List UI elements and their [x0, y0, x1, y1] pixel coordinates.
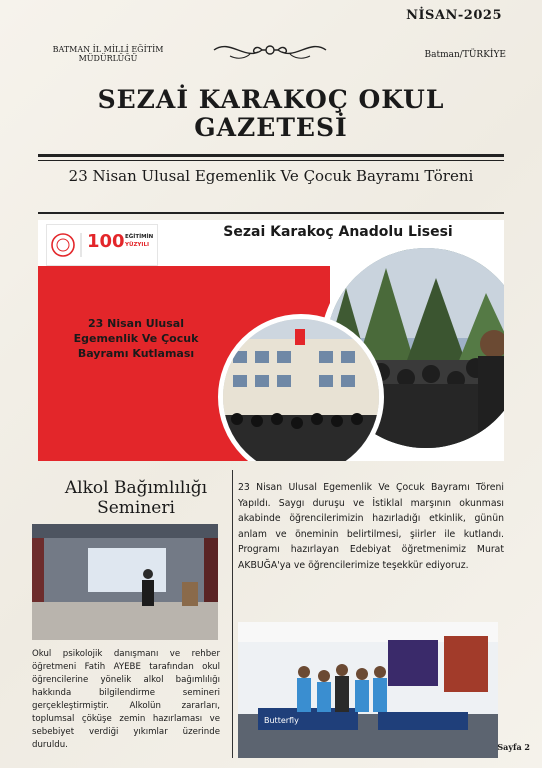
- ministry-logo: [46, 224, 158, 266]
- headline-rule: [38, 212, 504, 214]
- headline: 23 Nisan Ulusal Egemenlik Ve Çocuk Bayramı Töreni: [68, 167, 474, 185]
- logo-text-top: EĞİTİMİN: [125, 234, 154, 240]
- event-banner: [38, 220, 504, 461]
- table-tennis-photo: [238, 622, 498, 758]
- seminar-photo: [32, 524, 218, 640]
- page-number: Sayfa 2: [497, 742, 530, 752]
- top-rule: [38, 154, 504, 157]
- masthead-title: [40, 86, 502, 142]
- directorate-name: BATMAN İL MİLLİ EĞİTİM MÜDÜRLÜĞÜ: [52, 45, 164, 63]
- banner-school-name: Sezai Karakoç Anadolu Lisesi: [223, 224, 453, 240]
- logo-number: 100: [87, 231, 125, 252]
- location: Batman/TÜRKİYE: [424, 50, 506, 60]
- ornament-icon: [210, 38, 330, 62]
- logo-text: [125, 233, 153, 249]
- masthead-title-line1: SEZAİ KARAKOÇ OKUL: [97, 85, 445, 114]
- ceremony-body: 23 Nisan Ulusal Egemenlik Ve Çocuk Bayramı Töreni Yapıldı. Saygı duruşu ve İstiklal marşının okunması akabinde öğrencilerimizin hazırladığı etkinlik, günün anlam ve öneminin belirtilmesi, şiirler ile kutlandı. Programı hazırlayan Edebiyat öğretmenimiz Murat AKBUĞA'ya ve öğrencilerimize teşekkür ediyoruz.: [238, 482, 504, 571]
- issue-date: NİSAN-2025: [406, 8, 502, 23]
- top-rule-thin: [38, 160, 504, 161]
- masthead-title-line2: GAZETESİ: [194, 113, 348, 142]
- banner-caption: 23 Nisan Ulusal Egemenlik Ve Çocuk Bayramı Kutlaması: [73, 317, 199, 360]
- seminar-heading: Alkol Bağımlılığı Semineri: [64, 478, 208, 518]
- seminar-body: Okul psikolojik danışmanı ve rehber öğretmeni Fatih AYEBE tarafından okul öğrencilerine yönelik alkol bağımlılığı hakkında bilgilendirme semineri gerçekleştirmiştir. Alkolün zararları, toplumsal çöküşe zemin hazırlaması ve sebebiyet verdiği yıkımlar üzerinde duruldu.: [32, 649, 220, 750]
- butterfly-sign: Butterfly: [264, 716, 299, 725]
- column-divider: [232, 470, 233, 758]
- logo-text-bottom: YÜZYILI: [125, 242, 150, 248]
